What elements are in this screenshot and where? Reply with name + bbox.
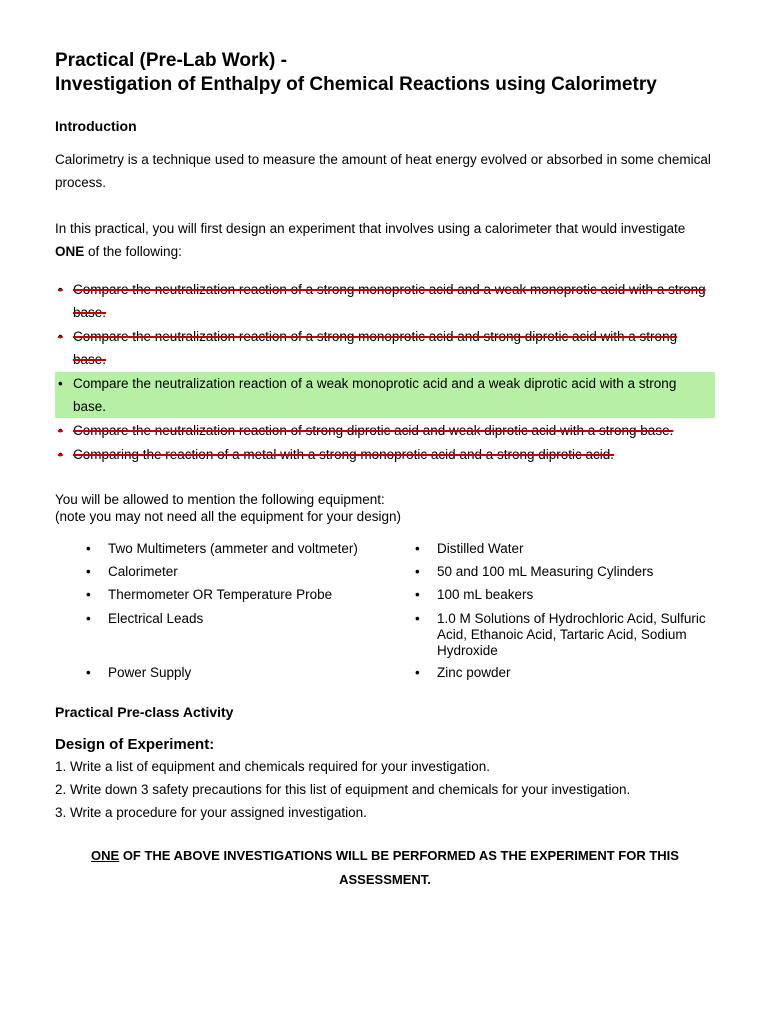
para2-bold-one: ONE	[55, 244, 85, 259]
option-item-3-selected	[55, 372, 715, 418]
introduction-paragraph-1: Calorimetry is a technique used to measure the amount of heat energy evolved or absorbed in some chemical process.	[55, 152, 711, 190]
document-page	[55, 49, 715, 892]
investigation-options-list	[55, 278, 715, 466]
bullet-dot: •	[58, 376, 63, 391]
option-item-5	[55, 443, 715, 466]
option-text: Compare the neutralization reaction of a strong monoprotic acid and a weak monoprotic acid with a strong base.	[73, 282, 706, 320]
option-text: Compare the neutralization reaction of a strong monoprotic acid and strong diprotic acid with a strong base.	[73, 329, 678, 367]
equipment-item-label: Electrical Leads	[108, 611, 204, 626]
design-heading: Design of Experiment:	[55, 736, 215, 753]
bullet-dot: •	[86, 564, 91, 579]
option-text: Compare the neutralization reaction of a weak monoprotic acid and a weak diprotic acid with a strong base.	[73, 376, 677, 414]
assessment-notice-line-1	[55, 844, 715, 868]
equipment-item-label: Power Supply	[108, 665, 192, 680]
equipment-item-label: 1.0 M Solutions of Hydrochloric Acid, Sulfuric Acid, Ethanoic Acid, Tartaric Acid, Sodium Hydroxide	[437, 611, 706, 658]
option-item-1	[55, 278, 715, 324]
equipment-item	[86, 587, 418, 603]
bullet-dot: •	[415, 611, 420, 626]
bullet-dot: •	[86, 611, 91, 626]
assessment-underlined-one: ONE	[91, 848, 120, 863]
bullet-dot: •	[86, 587, 91, 602]
title-line-2: Investigation of Enthalpy of Chemical Reactions using Calorimetry	[55, 74, 657, 95]
option-item-2	[55, 325, 715, 371]
title-line-1: Practical (Pre-Lab Work) -	[55, 50, 287, 71]
equipment-intro-line-2: (note you may not need all the equipment for your design)	[55, 509, 401, 524]
bullet-dot: •	[58, 282, 63, 297]
option-text: Compare the neutralization reaction of strong diprotic acid and weak diprotic acid with a strong base.	[73, 423, 674, 438]
bullet-dot: •	[58, 447, 63, 462]
equipment-item-label: Distilled Water	[437, 541, 524, 556]
equipment-item	[86, 665, 418, 681]
equipment-item	[415, 665, 727, 681]
step-2: 2. Write down 3 safety precautions for this list of equipment and chemicals for your investigation.	[55, 782, 631, 797]
equipment-item	[86, 541, 418, 557]
equipment-item-label: Thermometer OR Temperature Probe	[108, 587, 333, 602]
equipment-item-label: Zinc powder	[437, 665, 511, 680]
equipment-item	[415, 611, 715, 659]
step-3: 3. Write a procedure for your assigned investigation.	[55, 805, 367, 820]
equipment-item-label: 50 and 100 mL Measuring Cylinders	[437, 564, 654, 579]
equipment-item-label: Two Multimeters (ammeter and voltmeter)	[108, 541, 358, 556]
assessment-notice-line-2: ASSESSMENT.	[339, 872, 431, 887]
equipment-item	[415, 564, 727, 580]
introduction-paragraph-2	[55, 217, 715, 263]
assessment-text: OF THE ABOVE INVESTIGATIONS WILL BE PERFORMED AS THE EXPERIMENT FOR THIS	[119, 848, 679, 863]
bullet-dot: •	[86, 541, 91, 556]
bullet-dot: •	[58, 329, 63, 344]
introduction-heading: Introduction	[55, 118, 137, 134]
bullet-dot: •	[415, 665, 420, 680]
option-text: Comparing the reaction of a metal with a strong monoprotic acid and a strong diprotic acid.	[73, 447, 615, 462]
equipment-intro-line-1: You will be allowed to mention the following equipment:	[55, 492, 385, 507]
equipment-item	[86, 564, 418, 580]
bullet-dot: •	[415, 564, 420, 579]
equipment-item-label: 100 mL beakers	[437, 587, 534, 602]
bullet-dot: •	[58, 423, 63, 438]
bullet-dot: •	[86, 665, 91, 680]
option-item-4	[55, 419, 715, 442]
equipment-item	[415, 541, 727, 557]
activity-heading: Practical Pre-class Activity	[55, 704, 234, 720]
equipment-item	[86, 611, 418, 627]
equipment-item	[415, 587, 727, 603]
equipment-item-label: Calorimeter	[108, 564, 178, 579]
equipment-list	[55, 541, 715, 681]
step-1: 1. Write a list of equipment and chemicals required for your investigation.	[55, 759, 490, 774]
bullet-dot: •	[415, 587, 420, 602]
para2-text-after: of the following:	[84, 244, 182, 259]
bullet-dot: •	[415, 541, 420, 556]
para2-text-before: In this practical, you will first design an experiment that involves using a calorimeter that would investigate	[55, 221, 686, 236]
